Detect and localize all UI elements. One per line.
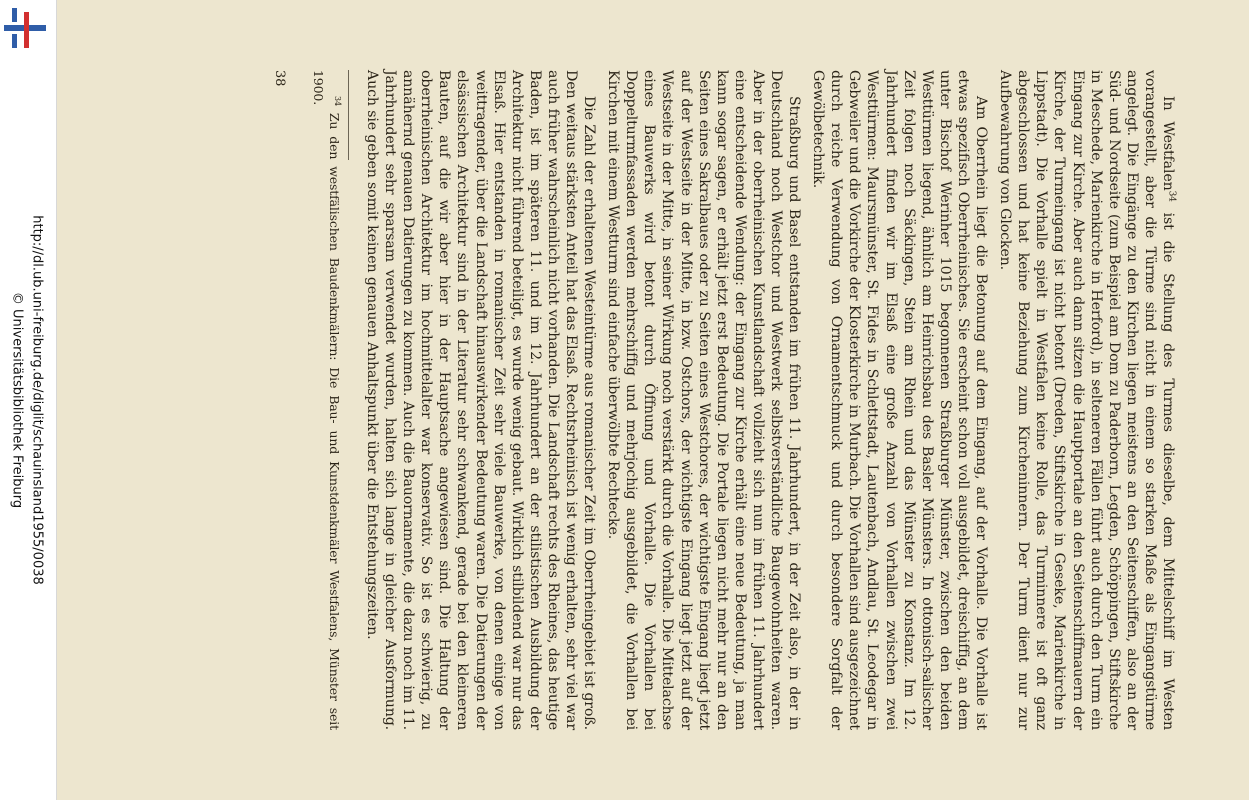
footnote — [310, 70, 342, 730]
paragraph-4: Die Zahl der erhaltenen Westeintürme aus romanischer Zeit im Oberrheingebiet ist groß. Den weitaus stärksten Anteil hat das Elsaß. Rechtsrheinisch ist wenig erhalten, sehr viel war auch früher wahrscheinlich nicht vorhanden. Die Landschaft rechts des Rheines, das heutige Baden, ist im späteren 11. und im 12. Jahrhundert an der stilistischen Ausbildung der Architektur nicht führend beteiligt, es wurde wenig gebaut. Wirklich stilbildend war nur das Elsaß. Hier entstanden in romanischer Zeit sehr viele Bauwerke, von denen einige von weittragender, über die Landschaft hinauswirkender Bedeutung waren. Die Datierungen der elsässischen Architektur sind in der Literatur sehr schwankend, gerade bei den kleineren Bauten, auf die wir aber hier in der Hauptsache angewiesen sind. Die Haltung der oberrheinischen Architektur im hochmittelalter war konservativ. So ist es schwierig, zu annähernd genauen Datierungen zu kommen. Auch die Bauornamente, die dazu noch im 11. Jahrhundert sehr sparsam verwendet wurden, halten sich lange in gleicher Ausformung. Auch sie geben somit keinen genauen Anhaltspunkt über die Entstehungszeiten. — [363, 70, 598, 730]
paragraph-2: Am Oberrhein liegt die Betonung auf dem Eingang, auf der Vorhalle. Die Vorhalle ist etwas spezifisch Oberrheinisches. Sie erscheint schon voll ausgebildet, dreischiffig, an dem unter Bischof Werinher 1015 begonnenen Straßburger Münster, zwischen den beiden Westtürmen liegend, ähnlich am Heinrichsbau des Basler Münsters. In ottonisch-salischer Zeit folgen noch Säckingen, Stein am Rhein und das Münster zu Konstanz. Im 12. Jahrhundert finden wir im Elsaß eine große Anzahl von Vorhallen zwischen zwei Westtürmen: Maursmünster, St. Fides in Schlettstadt, Lautenbach, Andlau, St. Leodegar in Gebweiler und die Vorkirche der Klosterkirche in Murbach. Die Vorhallen sind ausgezeichnet durch reiche Verwendung von Ornamentschmuck und durch besondere Sorgfalt der Gewölbetechnik. — [810, 70, 990, 730]
page-number: 38 — [271, 70, 287, 87]
footnote-reference: 34 — [1166, 190, 1177, 202]
paragraph-1-text-end: ist die Stellung des Turmes dieselbe, dem Mittelschiff im Westen vorangestellt, aber die Türme sind nicht in einem so starken Maße als Eingangstürme angelegt. Die Eingänge zu den Kirchen liegen meistens an den Seitenschiffen, also an der Süd- und Nordseite (zum Beispiel am Dom zu Paderborn, Legden, Schöppingen, Stiftskirche in Meschede, Marienkirche in Herford), in selteneren Fällen führt auch durch den Turm ein Eingang zur Kirche. Aber auch dann sitzen die Hauptportale an den Seitenschiffmauern der Kirche, der Turmeingang ist nicht betont (Dreden, Stiftskirche in Geseke, Marienkirche in Lippstadt). Die Vorhalle spielt in Westfalen keine Rolle, das Turminnere ist oft ganz abgeschlossen und hat keine Beziehung zum Kircheninnern. Der Turm dient nur zur Aufbewahrung von Glocken. — [997, 70, 1176, 730]
copyright-notice: © Universitätsbibliothek Freiburg — [9, 291, 25, 509]
footnote-text: Zu den westfälischen Baudenkmälern: Die Bau- und Kunstdenkmäler Westfalens, Münster seit 1900. — [310, 70, 342, 730]
footnote-mark: 34 — [333, 96, 343, 106]
paragraph-3: Straßburg und Basel entstanden im frühen 11. Jahrhundert, in der Zeit also, in der in Deutschland noch Westchor und Westwerk selbstverständliche Baugewohnheiten waren. Aber in der oberrheinischen Kunstlandschaft vollzieht sich nun im frühen 11. Jahrhundert eine entscheidende Wendung: der Eingang zur Kirche erhält eine neue Bedeutung, ja man kann sogar sagen, er erhält jetzt erst Bedeutung. Die Portale liegen nicht mehr nur an den Seiten eines Sakralbaues oder zu Seiten eines Westchores, der wichtigste Eingang liegt jetzt auf der Westseite in der Mitte, in bzw. Ostchors, der wichtigste Eingang liegt jetzt auf der Westseite in der Mitte, in seiner Wirkung noch verstärkt durch die Vorhalle. Die Mittelachse eines Bauwerks wird betont durch Öffnung und Vorhalle. Die Vorhallen bei Doppelturmfassaden werden mehrschiffig und mehrjochig ausgebildet, die Vorhallen bei Kirchen mit einem Westturm sind einfache überwölbte Rechtecke. — [605, 70, 803, 730]
logo-bar-red — [24, 12, 29, 48]
footnote-divider — [348, 70, 349, 160]
logo-bar-bottom-left — [12, 34, 17, 48]
paragraph-1-text-start: In Westfalen — [1160, 96, 1176, 191]
paragraph-1 — [996, 70, 1177, 730]
page-text-block — [187, 70, 1177, 730]
viewer-sidebar — [0, 0, 57, 800]
library-logo-icon[interactable] — [4, 8, 46, 50]
document-url[interactable]: http://dl.ub.uni-freiburg.de/diglit/schauinsland1955/0038 — [29, 215, 45, 585]
scanned-page — [57, 0, 1249, 800]
logo-bar-top-left — [12, 8, 17, 22]
